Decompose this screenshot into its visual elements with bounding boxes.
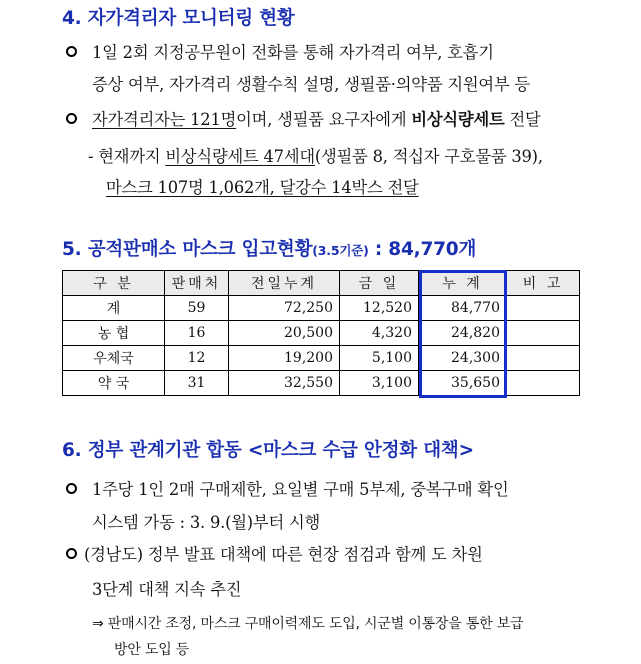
cell-category: 계 — [63, 296, 165, 321]
section-4-dash-line-2: 마스크 107명 1,062개, 달강수 14박스 전달 — [106, 178, 419, 197]
section-6-arrow-line-1 — [92, 613, 523, 633]
cell-prev-total: 19,200 — [229, 346, 340, 371]
cell-category: 농 협 — [63, 321, 165, 346]
section-4-bullet-2 — [92, 106, 541, 130]
bullet-2-text-b: 전달 — [504, 110, 541, 129]
section-4-bullet-1-line-2: 증상 여부, 자가격리 생활수칙 설명, 생필품·의약품 지원여부 등 — [92, 75, 530, 94]
food-set-count: 비상식량세트 47세대 — [165, 147, 315, 166]
section-6-bullet-2-line-1: (경남도) 정부 발표 대책에 따른 현장 점검과 함께 도 차원 — [84, 545, 483, 564]
section-5-heading — [62, 235, 476, 261]
circle-bullet-icon — [66, 46, 77, 57]
cell-remarks — [507, 321, 580, 346]
cell-today: 5,100 — [340, 346, 419, 371]
dash-prefix: - 현재까지 — [88, 147, 166, 166]
header-prev-total: 전일누계 — [229, 271, 340, 296]
cell-category: 우체국 — [63, 346, 165, 371]
section-5-heading-total: : 84,770개 — [368, 239, 477, 260]
section-6-bullet-1-line-1: 1주당 1인 2매 구매제한, 요일별 구매 5부제, 중복구매 확인 — [92, 480, 509, 499]
self-quarantine-count: 자가격리자는 121명 — [92, 110, 237, 129]
cell-outlets: 31 — [165, 371, 229, 396]
cell-outlets: 16 — [165, 321, 229, 346]
header-today: 금 일 — [340, 271, 419, 296]
header-remarks: 비 고 — [507, 271, 580, 296]
cell-remarks — [507, 296, 580, 321]
arrow-icon: ⇒ — [92, 616, 104, 632]
cell-prev-total: 20,500 — [229, 321, 340, 346]
table-row — [63, 346, 580, 371]
cell-remarks — [507, 371, 580, 396]
circle-bullet-icon — [66, 483, 77, 494]
arrow-text-1: 판매시간 조정, 마스크 구매이력제도 도입, 시군별 이통장을 통한 보급 — [107, 616, 524, 632]
section-6-heading: 6. 정부 관계기관 합동 <마스크 수급 안정화 대책> — [62, 440, 474, 461]
cell-cumulative: 24,300 — [419, 346, 507, 371]
cell-today: 4,320 — [340, 321, 419, 346]
section-4-dash-line-1 — [88, 143, 543, 167]
section-5-heading-main: 5. 공적판매소 마스크 입고현황 — [62, 239, 313, 260]
cell-cumulative: 84,770 — [419, 296, 507, 321]
table-row — [63, 321, 580, 346]
section-4-heading: 4. 자가격리자 모니터링 현황 — [62, 8, 295, 29]
bullet-2-bold: 비상식량세트 — [411, 110, 505, 129]
circle-bullet-icon — [66, 113, 77, 124]
cell-today: 3,100 — [340, 371, 419, 396]
cell-outlets: 12 — [165, 346, 229, 371]
bullet-2-text-a: 이며, 생필품 요구자에게 — [236, 110, 412, 129]
section-4-bullet-1-line-1: 1일 2회 지정공무원이 전화를 통해 자가격리 여부, 호흡기 — [92, 43, 494, 62]
table-row — [63, 371, 580, 396]
mask-stock-table — [62, 270, 580, 396]
circle-bullet-icon — [66, 548, 77, 559]
table-header-row — [63, 271, 580, 296]
section-6-bullet-1-line-2: 시스템 가동 : 3. 9.(월)부터 시행 — [92, 513, 321, 532]
cell-prev-total: 32,550 — [229, 371, 340, 396]
header-category: 구 분 — [63, 271, 165, 296]
cell-remarks — [507, 346, 580, 371]
dash-rest: (생필품 8, 적십자 구호물품 39), — [314, 147, 543, 166]
table-row — [63, 296, 580, 321]
section-6-bullet-2-line-2: 3단계 대책 지속 추진 — [92, 580, 242, 599]
header-outlets: 판매처 — [165, 271, 229, 296]
cell-cumulative: 24,820 — [419, 321, 507, 346]
cell-outlets: 59 — [165, 296, 229, 321]
section-6-arrow-line-2: 방안 도입 등 — [114, 642, 190, 658]
cell-category: 약 국 — [63, 371, 165, 396]
cell-cumulative: 35,650 — [419, 371, 507, 396]
cell-prev-total: 72,250 — [229, 296, 340, 321]
cell-today: 12,520 — [340, 296, 419, 321]
section-5-heading-date: (3.5기준) — [312, 243, 369, 258]
header-cumulative: 누 계 — [419, 271, 507, 296]
